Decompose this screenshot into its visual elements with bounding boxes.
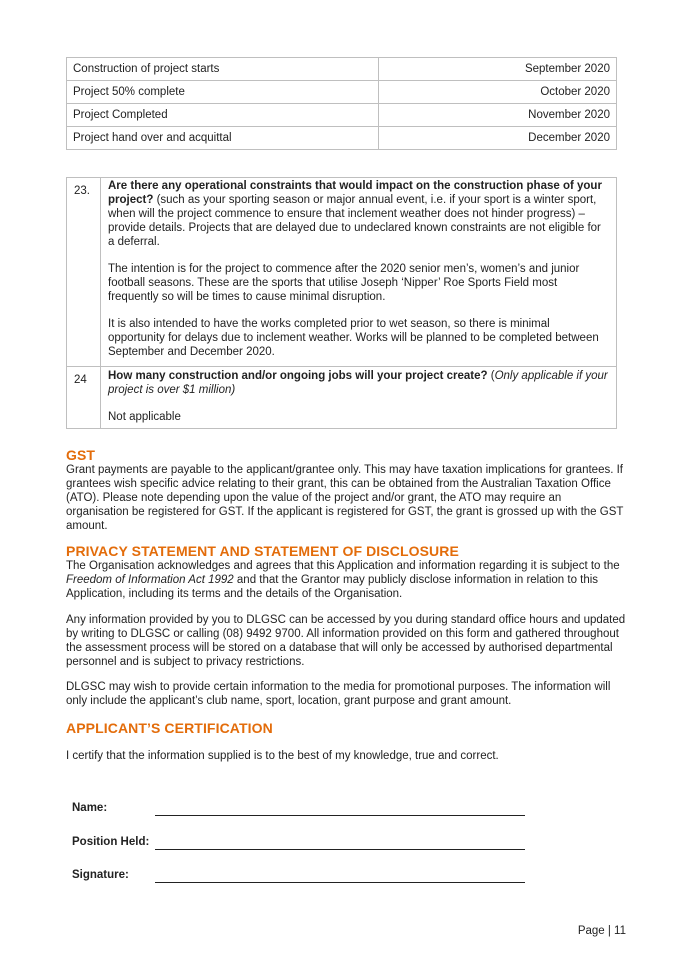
signature-field[interactable]	[155, 882, 525, 883]
privacy-text: The Organisation acknowledges and agrees that this Application and information regarding it is subject to the	[66, 560, 620, 572]
question-number: 24	[67, 367, 101, 429]
answer-paragraph: The intention is for the project to commence after the 2020 senior men’s, women’s and junior football seasons. These are the sports that utilise Joseph ‘Nipper’ Roe Sports Field most frequently so will be times to cause minimal disruption.	[108, 263, 580, 303]
milestones-table	[66, 57, 617, 150]
questions-table	[66, 177, 617, 429]
act-name: Freedom of Information Act 1992	[66, 574, 234, 586]
certification-statement: I certify that the information supplied is to the best of my knowledge, true and correct.	[66, 750, 499, 762]
position-held-label: Position Held:	[72, 836, 150, 848]
page-number: Page | 11	[577, 925, 626, 937]
question-cell	[101, 367, 617, 429]
question-guidance-open: (	[487, 370, 495, 382]
privacy-heading: PRIVACY STATEMENT AND STATEMENT OF DISCLOSURE	[66, 543, 459, 559]
milestone-task: Project hand over and acquittal	[67, 127, 379, 150]
question-row-23	[67, 178, 617, 367]
milestone-date: December 2020	[379, 127, 617, 150]
name-label: Name:	[72, 802, 108, 814]
privacy-paragraph-1	[66, 559, 626, 601]
privacy-text: and that the Grantor may publicly disclose information in relation to this Application, including its terms and the details of the Organisation.	[66, 574, 599, 600]
question-title: How many construction and/or ongoing jobs will your project create?	[108, 370, 488, 382]
milestone-task: Construction of project starts	[67, 58, 379, 81]
privacy-paragraph-3: DLGSC may wish to provide certain information to the media for promotional purposes. The information will only include the applicant’s club name, sport, location, grant purpose and grant amount.	[66, 681, 611, 707]
question-row-24	[67, 367, 617, 429]
gst-body: Grant payments are payable to the applicant/grantee only. This may have taxation implications for grantees. If grantees wish specific advice relating to their grant, this can be obtained from the Australian Taxation Office (ATO). Please note depending upon the value of the project and/or grant, the ATO may require an organisation be registered for GST. If the applicant is registered for GST, the grant is grossed up with the GST amount.	[66, 464, 624, 532]
gst-heading: GST	[66, 447, 96, 463]
privacy-paragraph-2: Any information provided by you to DLGSC can be accessed by you during standard office hours and updated by writing to DLGSC or calling (08) 9492 9700. All information provided on this form and gathered throughout the assessment process will be stored on a database that will only be accessed by authorised departmental personnel and is subject to privacy restrictions.	[66, 614, 626, 668]
table-row	[67, 58, 617, 81]
milestone-task: Project 50% complete	[67, 81, 379, 104]
milestone-date: September 2020	[379, 58, 617, 81]
table-row	[67, 104, 617, 127]
question-text	[108, 179, 609, 249]
question-guidance: (such as your sporting season or major annual event, i.e. if your sport is a winter sport, when will the project commence to ensure that inclement weather does not hinder progress) – provide details. Projects that are delayed due to undeclared known constraints are not eligible for a deferral.	[108, 194, 601, 248]
milestone-date: November 2020	[379, 104, 617, 127]
answer-paragraph: It is also intended to have the works completed prior to wet season, so there is minimal opportunity for delays due to inclement weather. Works will be planned to be completed between September and December 2020.	[108, 318, 599, 358]
signature-label: Signature:	[72, 869, 129, 881]
question-text	[108, 369, 609, 397]
question-cell	[101, 178, 617, 367]
milestone-date: October 2020	[379, 81, 617, 104]
question-guidance: Only applicable if your project is over $1 million)	[108, 370, 608, 396]
position-held-field[interactable]	[155, 849, 525, 850]
name-field[interactable]	[155, 815, 525, 816]
certification-heading: APPLICANT’S CERTIFICATION	[66, 720, 273, 736]
table-row	[67, 81, 617, 104]
answer-paragraph: Not applicable	[108, 411, 181, 423]
question-number: 23.	[67, 178, 101, 367]
milestone-task: Project Completed	[67, 104, 379, 127]
table-row	[67, 127, 617, 150]
milestones-table-body	[67, 58, 617, 150]
question-title: Are there any operational constraints that would impact on the construction phase of your project?	[108, 180, 602, 206]
